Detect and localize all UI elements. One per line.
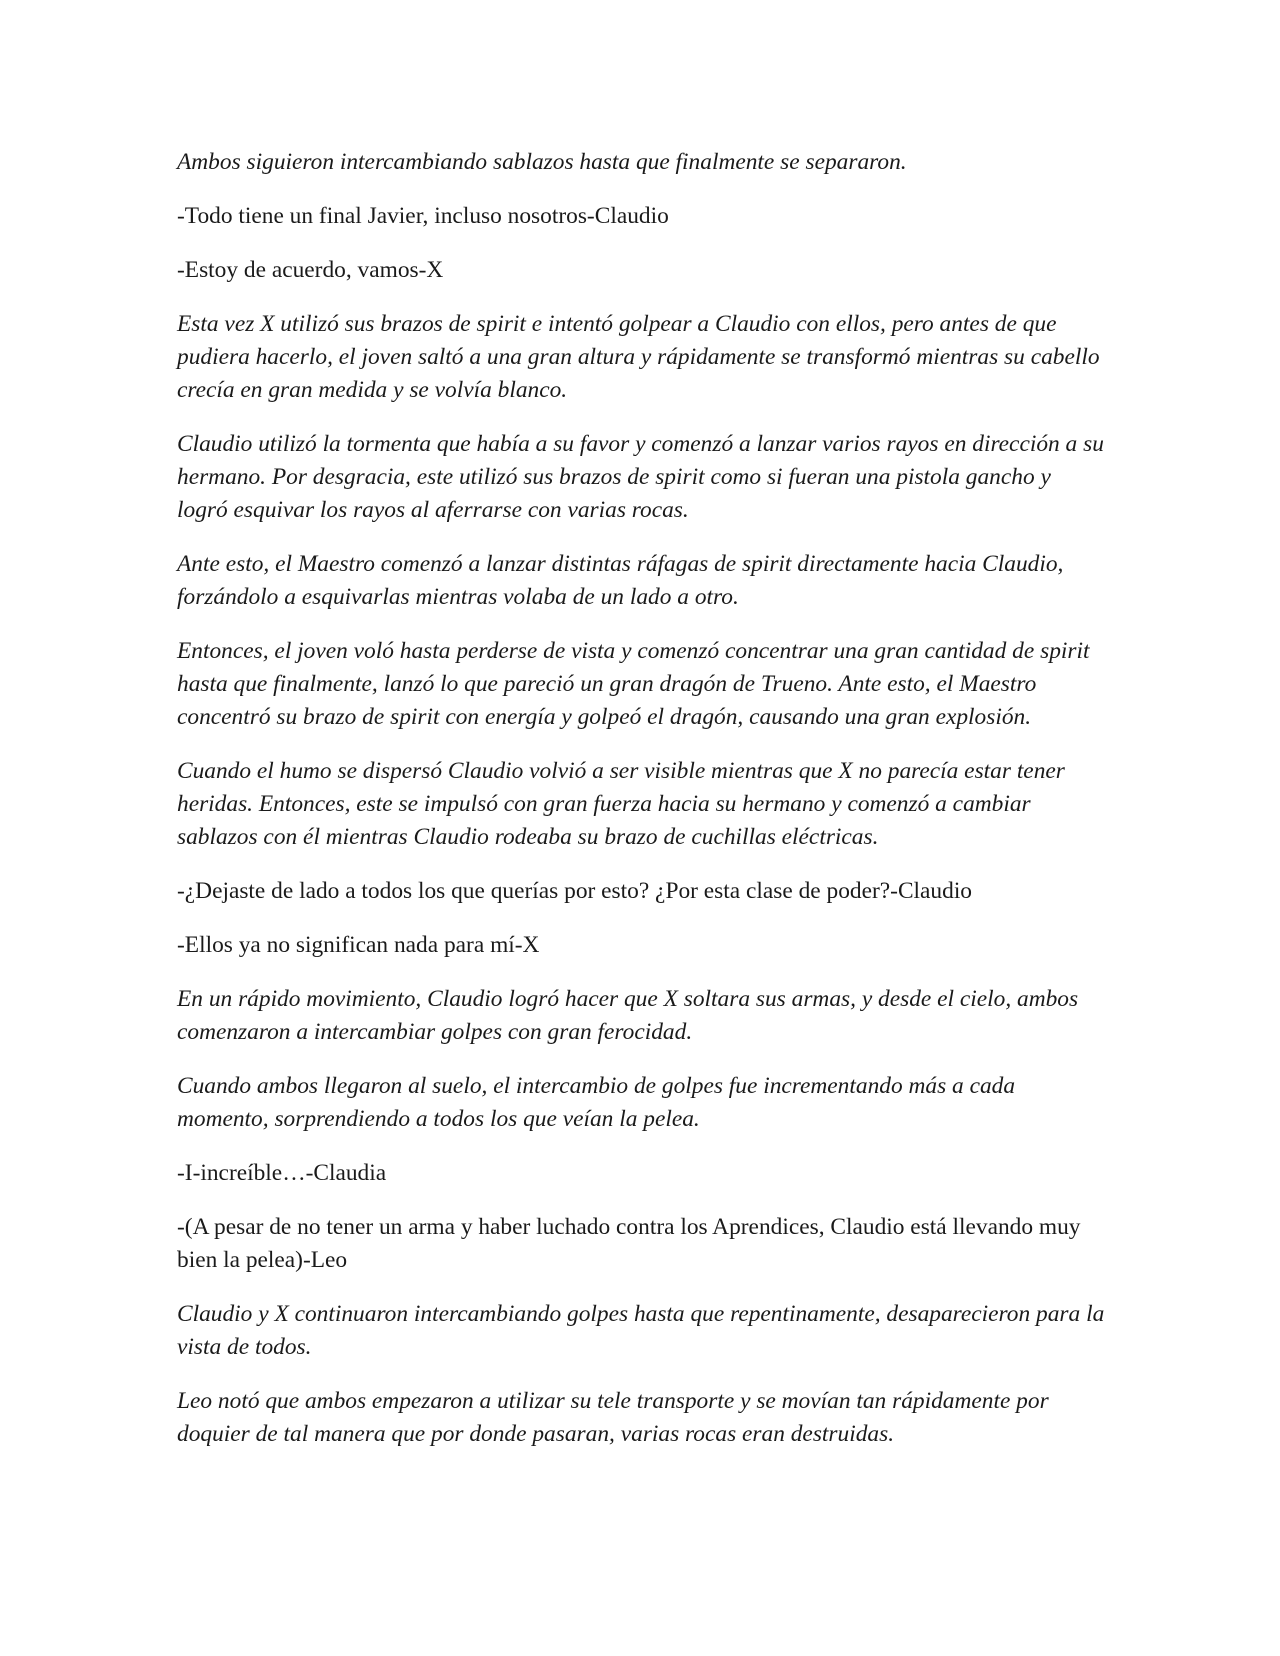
- dialogue-line: -¿Dejaste de lado a todos los que querías por esto? ¿Por esta clase de poder?-Claudio: [177, 878, 973, 904]
- paragraph: Cuando el humo se dispersó Claudio volvió a ser visible mientras que X no parecía estar tener heridas. Entonces, este se impulsó con gran fuerza hacia su hermano y comenzó a cambiar sablazos con él mientras Claudio rodeaba su brazo de cuchillas eléctricas.: [177, 758, 1065, 850]
- paragraph: Cuando ambos llegaron al suelo, el intercambio de golpes fue incrementando más a cada momento, sorprendiendo a todos los que veían la pelea.: [177, 1073, 1016, 1132]
- paragraph: Claudio utilizó la tormenta que había a su favor y comenzó a lanzar varios rayos en dirección a su hermano. Por desgracia, este utilizó sus brazos de spirit como si fueran una pistola gancho y logró esquivar los rayos al aferrarse con varias rocas.: [177, 431, 1104, 523]
- dialogue-line: -Ellos ya no significan nada para mí-X: [177, 932, 540, 958]
- dialogue-line: -I-increíble…-Claudia: [177, 1160, 387, 1186]
- dialogue-line: -Estoy de acuerdo, vamos-X: [177, 257, 444, 283]
- document-body: [177, 146, 1107, 1472]
- paragraph: Leo notó que ambos empezaron a utilizar su tele transporte y se movían tan rápidamente por doquier de tal manera que por donde pasaran, varias rocas eran destruidas.: [177, 1388, 1049, 1447]
- dialogue-line: -(A pesar de no tener un arma y haber luchado contra los Aprendices, Claudio está llevando muy bien la pelea)-Leo: [177, 1214, 1081, 1273]
- paragraph: Ante esto, el Maestro comenzó a lanzar distintas ráfagas de spirit directamente hacia Claudio, forzándolo a esquivarlas mientras volaba de un lado a otro.: [177, 551, 1064, 610]
- paragraph: En un rápido movimiento, Claudio logró hacer que X soltara sus armas, y desde el cielo, ambos comenzaron a intercambiar golpes con gran ferocidad.: [177, 986, 1079, 1045]
- paragraph: Claudio y X continuaron intercambiando golpes hasta que repentinamente, desaparecieron para la vista de todos.: [177, 1301, 1105, 1360]
- paragraph: Esta vez X utilizó sus brazos de spirit e intentó golpear a Claudio con ellos, pero antes de que pudiera hacerlo, el joven saltó a una gran altura y rápidamente se transformó mientras su cabello crecía en gran medida y se volvía blanco.: [177, 311, 1100, 403]
- paragraph: Ambos siguieron intercambiando sablazos hasta que finalmente se separaron.: [177, 149, 907, 175]
- dialogue-line: -Todo tiene un final Javier, incluso nosotros-Claudio: [177, 203, 669, 229]
- paragraph: Entonces, el joven voló hasta perderse de vista y comenzó concentrar una gran cantidad de spirit hasta que finalmente, lanzó lo que pareció un gran dragón de Trueno. Ante esto, el Maestro concentró su brazo de spirit con energía y golpeó el dragón, causando una gran explosión.: [177, 638, 1090, 730]
